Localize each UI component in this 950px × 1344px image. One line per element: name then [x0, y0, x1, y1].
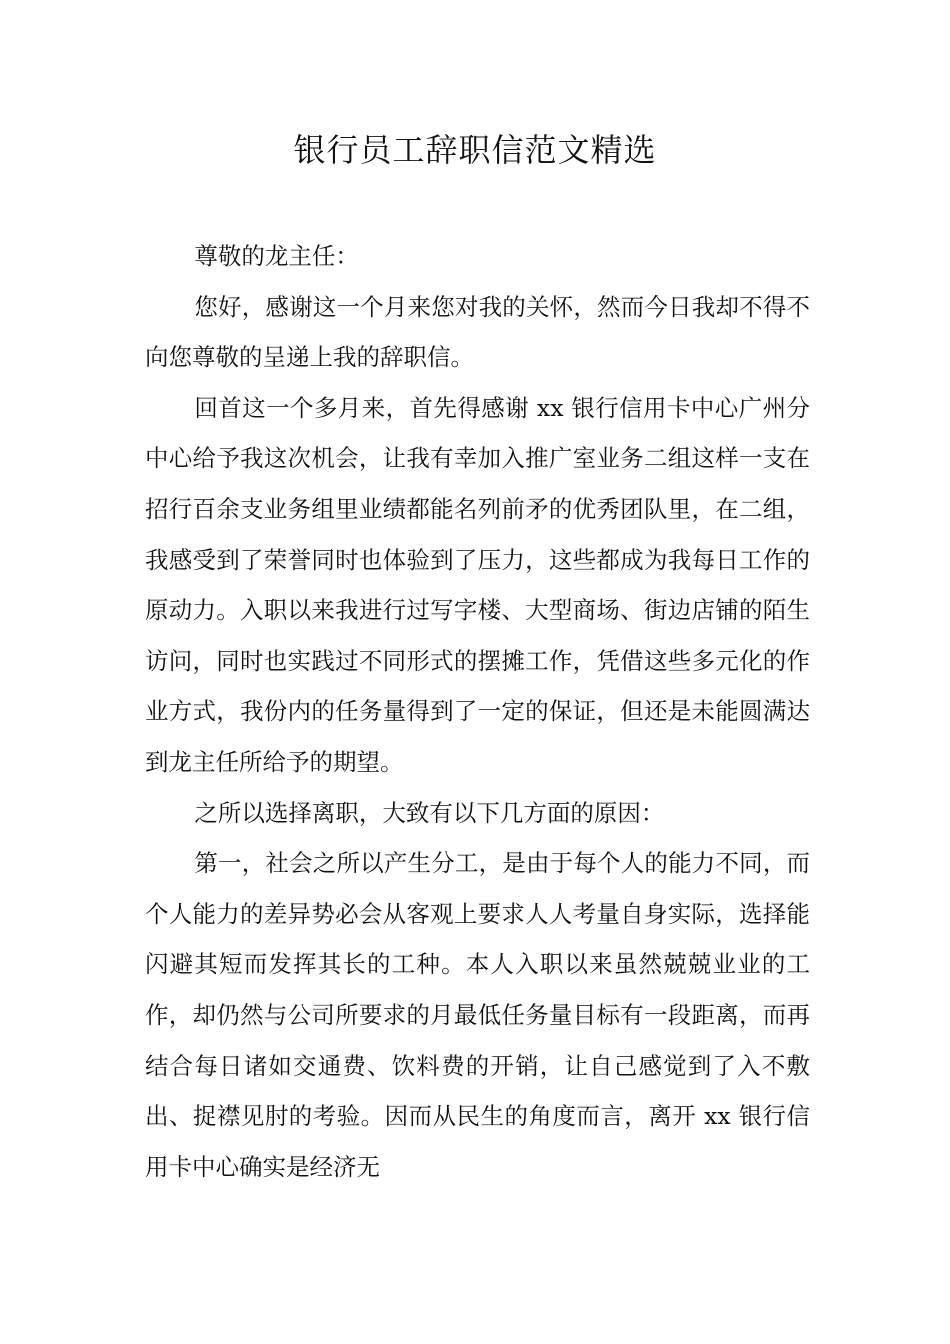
body-paragraph: 回首这一个多月来，首先得感谢 xx 银行信用卡中心广州分中心给予我这次机会，让我有幸加入推广室业务二组这样一支在招行百余支业务组里业绩都能名列前矛的优秀团队里，在二组，我感受到了荣誉同时也体验到了压力，这些都成为我每日工作的原动力。入职以来我进行过写字楼、大型商场、街边店铺的陌生访问，同时也实践过不同形式的摆摊工作，凭借这些多元化的作业方式，我份内的任务量得到了一定的保证，但还是未能圆满达到龙主任所给予的期望。	[145, 393, 810, 776]
document-title: 银行员工辞职信范文精选	[293, 131, 657, 169]
document-body	[145, 231, 810, 1192]
body-paragraph: 您好，感谢这一个月来您对我的关怀，然而今日我却不得不向您尊敬的呈递上我的辞职信。	[145, 292, 810, 372]
body-paragraph: 之所以选择离职，大致有以下几方面的原因：	[194, 798, 665, 827]
body-paragraph: 第一，社会之所以产生分工，是由于每个人的能力不同，而个人能力的差异势必会从客观上要求人人考量自身实际，选择能闪避其短而发挥其长的工种。本人入职以来虽然兢兢业业的工作，却仍然与公司所要求的月最低任务量目标有一段距离，而再结合每日诸如交通费、饮料费的开销，让自己感觉到了入不敷出、捉襟见肘的考验。因而从民生的角度而言，离开 xx 银行信用卡中心确实是经济无	[145, 849, 810, 1181]
salutation-paragraph: 尊敬的龙主任：	[194, 242, 359, 270]
